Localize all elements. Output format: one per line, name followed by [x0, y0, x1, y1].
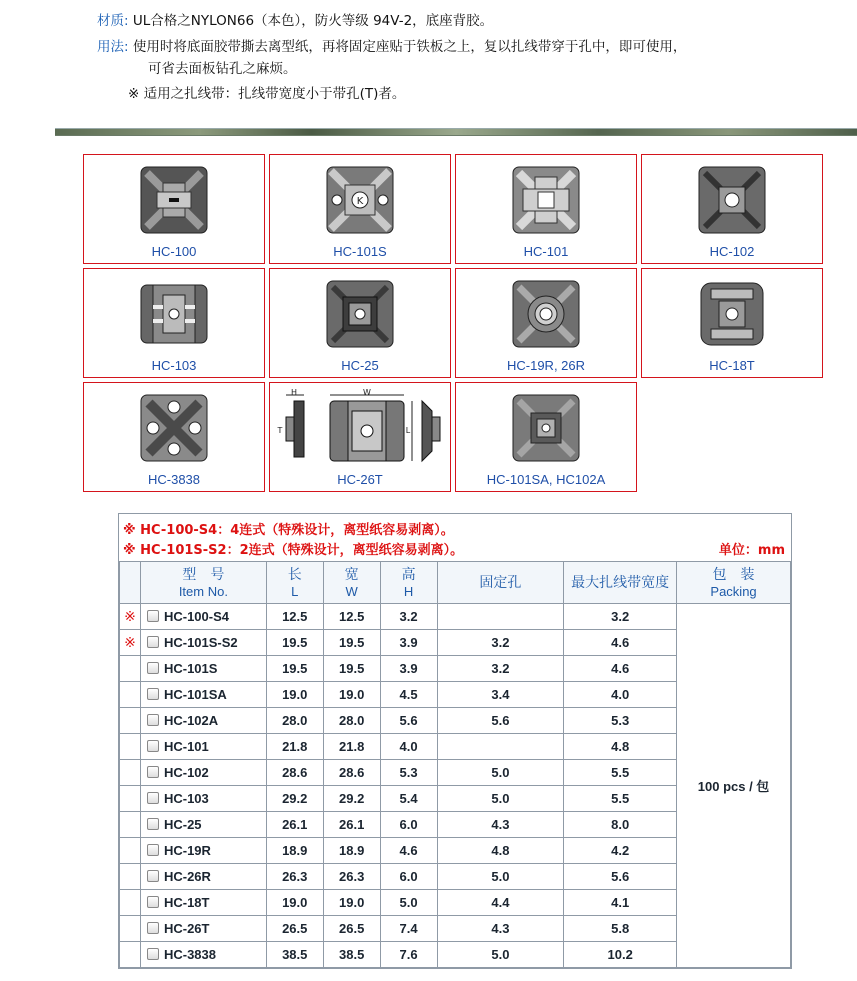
width-cell: 19.5: [323, 630, 380, 656]
width-cell: 26.3: [323, 864, 380, 890]
fixing-hole-cell: 4.3: [437, 812, 564, 838]
item-cell: [140, 838, 266, 864]
fixing-hole-cell: 4.3: [437, 916, 564, 942]
height-cell: 3.9: [380, 630, 437, 656]
length-cell: 29.2: [266, 786, 323, 812]
max-tie-width-cell: 5.5: [564, 786, 677, 812]
width-cell: 21.8: [323, 734, 380, 760]
product-caption: HC-102: [709, 244, 755, 259]
max-tie-width-cell: 10.2: [564, 942, 677, 968]
select-checkbox[interactable]: [147, 714, 159, 726]
select-checkbox[interactable]: [147, 610, 159, 622]
height-cell: 7.6: [380, 942, 437, 968]
material-line: [97, 9, 493, 29]
width-cell: 28.6: [323, 760, 380, 786]
row-mark: [120, 708, 141, 734]
row-mark: [120, 786, 141, 812]
decorative-divider: [55, 128, 857, 136]
length-cell: 12.5: [266, 604, 323, 630]
unit-label: 单位：mm: [718, 543, 785, 558]
width-cell: 19.5: [323, 656, 380, 682]
width-cell: 38.5: [323, 942, 380, 968]
product-caption: HC-18T: [709, 358, 755, 373]
item-cell: [140, 890, 266, 916]
note-hc-101s-s2: ※ HC-101S-S2：2连式（特殊设计，离型纸容易剥离）。: [123, 543, 464, 558]
item-number: HC-101: [163, 739, 209, 754]
height-cell: 6.0: [380, 812, 437, 838]
item-number: HC-3838: [163, 947, 216, 962]
length-cell: 19.5: [266, 630, 323, 656]
item-cell: [140, 864, 266, 890]
fixing-hole-cell: 5.0: [437, 864, 564, 890]
select-checkbox[interactable]: [147, 740, 159, 752]
product-caption: HC-101SA, HC102A: [486, 472, 606, 487]
height-cell: 4.0: [380, 734, 437, 760]
length-header: 长 L: [266, 562, 323, 604]
material-text: UL合格之NYLON66（本色），防火等级 94V-2，底座背胶。: [132, 13, 494, 29]
fixing-hole-cell: 5.6: [437, 708, 564, 734]
product-caption: HC-101S: [333, 244, 387, 259]
product-caption: HC-19R, 26R: [506, 358, 586, 373]
mount-square-hole-icon: [697, 165, 767, 235]
item-cell: [140, 916, 266, 942]
length-cell: 19.5: [266, 656, 323, 682]
width-header: 宽 W: [323, 562, 380, 604]
height-cell: 5.4: [380, 786, 437, 812]
height-cell: 4.5: [380, 682, 437, 708]
max-tie-width-header: 最大扎线带宽度: [564, 562, 677, 604]
select-checkbox[interactable]: [147, 688, 159, 700]
row-mark: [120, 760, 141, 786]
table-header-row: [120, 562, 791, 604]
product-caption: HC-26T: [337, 472, 383, 487]
usage-text-1: 使用时将底面胶带撕去离型纸，再将固定座贴于铁板之上，复以扎线带穿于孔中，即可使用，: [132, 39, 687, 55]
item-cell: [140, 786, 266, 812]
product-card-hc-102[interactable]: [641, 154, 823, 264]
max-tie-width-cell: 5.6: [564, 864, 677, 890]
length-cell: 21.8: [266, 734, 323, 760]
product-card-hc-100[interactable]: [83, 154, 265, 264]
item-cell: [140, 604, 266, 630]
item-number: HC-101S-S2: [163, 635, 238, 650]
row-mark: [120, 734, 141, 760]
row-mark: ※: [120, 604, 141, 630]
fixing-hole-cell: 3.2: [437, 630, 564, 656]
dim-t-label: T: [277, 426, 283, 435]
item-cell: [140, 682, 266, 708]
table-row: [120, 604, 791, 630]
fixing-hole-cell: 4.8: [437, 838, 564, 864]
item-cell: [140, 760, 266, 786]
product-caption: HC-3838: [147, 472, 201, 487]
select-checkbox[interactable]: [147, 636, 159, 648]
item-cell: [140, 630, 266, 656]
fixing-hole-header: 固定孔: [437, 562, 564, 604]
max-tie-width-cell: 4.6: [564, 656, 677, 682]
packing-header: 包 装 Packing: [677, 562, 791, 604]
product-card-hc-18t[interactable]: [641, 268, 823, 378]
product-card-hc-101[interactable]: [455, 154, 637, 264]
item-cell: [140, 942, 266, 968]
width-cell: 19.0: [323, 682, 380, 708]
width-cell: 26.1: [323, 812, 380, 838]
length-cell: 26.3: [266, 864, 323, 890]
usage-label: 用法:: [97, 39, 129, 55]
length-cell: 28.6: [266, 760, 323, 786]
row-mark: [120, 682, 141, 708]
select-checkbox[interactable]: [147, 792, 159, 804]
select-checkbox[interactable]: [147, 818, 159, 830]
item-number: HC-101S: [163, 661, 218, 676]
row-mark: [120, 942, 141, 968]
dim-l-label: L: [405, 426, 411, 435]
item-number: HC-102A: [163, 713, 219, 728]
length-cell: 26.5: [266, 916, 323, 942]
product-caption: HC-103: [151, 358, 197, 373]
row-mark: [120, 656, 141, 682]
mount-square-grey-icon: [511, 393, 581, 463]
product-caption: HC-101: [523, 244, 569, 259]
row-mark: [120, 812, 141, 838]
select-checkbox[interactable]: [147, 896, 159, 908]
mount-dimension-drawing-icon: [272, 387, 448, 467]
usage-line: [97, 35, 686, 55]
fixing-hole-cell: 5.0: [437, 942, 564, 968]
dim-w-label: W: [363, 388, 371, 397]
product-caption: HC-25: [341, 358, 379, 373]
height-cell: 6.0: [380, 864, 437, 890]
item-cell: [140, 656, 266, 682]
max-tie-width-cell: 4.8: [564, 734, 677, 760]
fixing-hole-cell: [437, 734, 564, 760]
max-tie-width-cell: 4.0: [564, 682, 677, 708]
table-notes: [119, 514, 791, 561]
mount-bar-slots-icon: [139, 279, 209, 349]
spec-table: [119, 561, 791, 968]
max-tie-width-cell: 5.3: [564, 708, 677, 734]
height-cell: 5.0: [380, 890, 437, 916]
length-cell: 18.9: [266, 838, 323, 864]
select-checkbox[interactable]: [147, 662, 159, 674]
length-cell: 19.0: [266, 682, 323, 708]
item-number: HC-101SA: [163, 687, 227, 702]
height-header: 高 H: [380, 562, 437, 604]
max-tie-width-cell: 4.6: [564, 630, 677, 656]
item-cell: [140, 734, 266, 760]
height-cell: 5.3: [380, 760, 437, 786]
fixing-hole-cell: 3.2: [437, 656, 564, 682]
item-number: HC-18T: [163, 895, 210, 910]
max-tie-width-cell: 4.1: [564, 890, 677, 916]
height-cell: 7.4: [380, 916, 437, 942]
product-card-hc-25[interactable]: [269, 268, 451, 378]
length-cell: 19.0: [266, 890, 323, 916]
length-cell: 26.1: [266, 812, 323, 838]
mark-header: [120, 562, 141, 604]
height-cell: 4.6: [380, 838, 437, 864]
item-header: 型 号 Item No.: [140, 562, 266, 604]
length-cell: 38.5: [266, 942, 323, 968]
row-mark: [120, 838, 141, 864]
mount-square-frame-icon: [325, 279, 395, 349]
fixing-hole-cell: 3.4: [437, 682, 564, 708]
row-mark: [120, 916, 141, 942]
item-number: HC-103: [163, 791, 209, 806]
mount-rounded-block-icon: [697, 279, 767, 349]
product-card-hc-101s[interactable]: [269, 154, 451, 264]
height-cell: 3.9: [380, 656, 437, 682]
select-checkbox[interactable]: [147, 922, 159, 934]
product-card-hc-26t[interactable]: [269, 382, 451, 492]
item-number: HC-26T: [163, 921, 210, 936]
select-checkbox[interactable]: [147, 948, 159, 960]
product-grid: [83, 154, 825, 493]
select-checkbox[interactable]: [147, 844, 159, 856]
height-cell: 5.6: [380, 708, 437, 734]
spec-table-panel: [118, 513, 792, 969]
max-tie-width-cell: 4.2: [564, 838, 677, 864]
item-number: HC-102: [163, 765, 209, 780]
svg-text:K: K: [356, 196, 364, 207]
mount-4hole-icon: [139, 393, 209, 463]
item-number: HC-100-S4: [163, 609, 229, 624]
row-mark: [120, 864, 141, 890]
fixing-hole-cell: [437, 604, 564, 630]
row-mark: [120, 890, 141, 916]
width-cell: 26.5: [323, 916, 380, 942]
max-tie-width-cell: 5.5: [564, 760, 677, 786]
row-mark: ※: [120, 630, 141, 656]
product-caption: HC-100: [151, 244, 197, 259]
width-cell: 29.2: [323, 786, 380, 812]
note-hc-100-s4: ※ HC-100-S4：4连式（特殊设计，离型纸容易剥离）。: [123, 523, 454, 538]
fixing-hole-cell: 5.0: [437, 760, 564, 786]
usage-text-2: 可省去面板钻孔之麻烦。: [148, 61, 297, 77]
fixing-hole-cell: 5.0: [437, 786, 564, 812]
width-cell: 28.0: [323, 708, 380, 734]
item-number: HC-26R: [163, 869, 211, 884]
product-card-hc-101sa-hc102a[interactable]: [455, 382, 637, 492]
width-cell: 12.5: [323, 604, 380, 630]
max-tie-width-cell: 3.2: [564, 604, 677, 630]
product-card-hc-19r-26r[interactable]: [455, 268, 637, 378]
width-cell: 18.9: [323, 838, 380, 864]
item-number: HC-19R: [163, 843, 211, 858]
product-card-hc-103[interactable]: [83, 268, 265, 378]
product-card-hc-3838[interactable]: [83, 382, 265, 492]
tie-width-note: ※ 适用之扎线带：扎线带宽度小于带孔(T)者。: [128, 86, 406, 102]
dim-h-label: H: [290, 388, 298, 397]
item-cell: [140, 812, 266, 838]
max-tie-width-cell: 5.8: [564, 916, 677, 942]
mount-round-hole-icon: [511, 279, 581, 349]
select-checkbox[interactable]: [147, 870, 159, 882]
item-cell: [140, 708, 266, 734]
select-checkbox[interactable]: [147, 766, 159, 778]
mount-screw-k-icon: [325, 165, 395, 235]
material-label: 材质:: [97, 13, 129, 29]
mount-cross-open-icon: [511, 165, 581, 235]
mount-4way-icon: [139, 165, 209, 235]
width-cell: 19.0: [323, 890, 380, 916]
max-tie-width-cell: 8.0: [564, 812, 677, 838]
height-cell: 3.2: [380, 604, 437, 630]
intro-text: [0, 0, 857, 120]
length-cell: 28.0: [266, 708, 323, 734]
packing-cell: 100 pcs / 包: [677, 604, 791, 968]
fixing-hole-cell: 4.4: [437, 890, 564, 916]
item-number: HC-25: [163, 817, 202, 832]
